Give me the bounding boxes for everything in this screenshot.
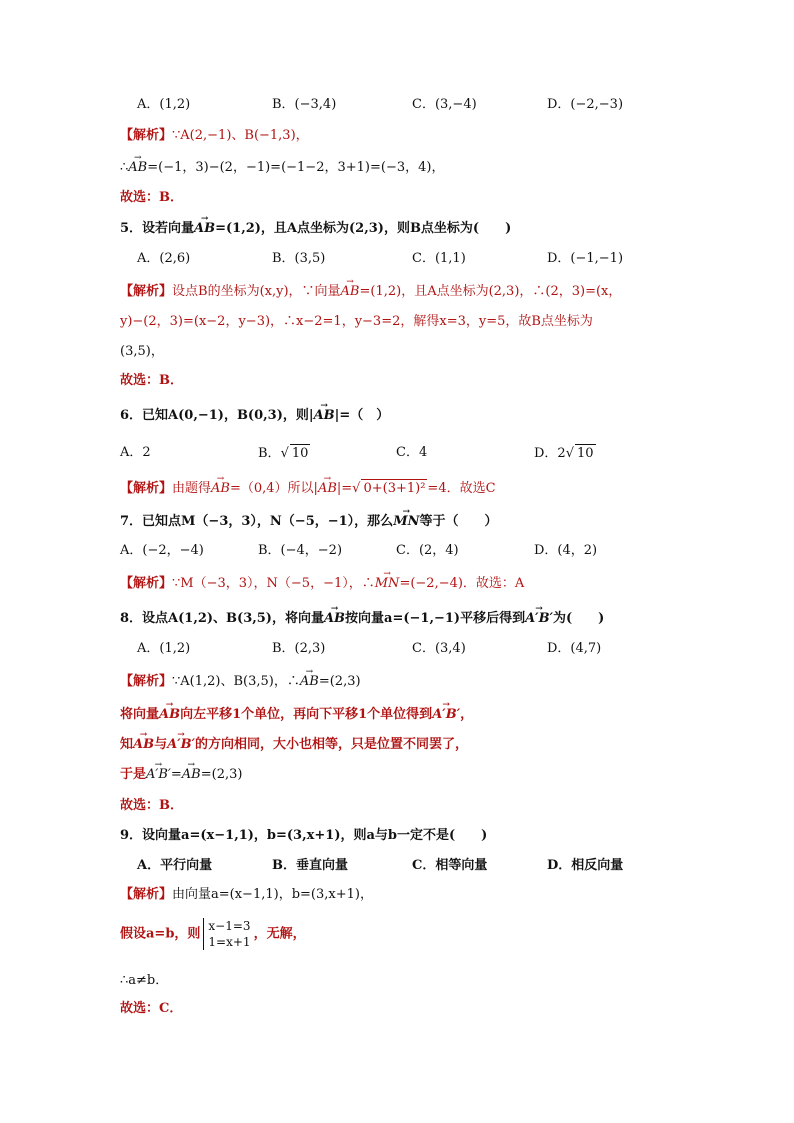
q7-solution: 【解析】∵M（−3，3），N（−5，−1），∴→ MN=(−2,−4)．故选：A [120, 575, 524, 593]
q8-option-b: B．(2,3) [272, 641, 326, 656]
q4-answer: 故选：B． [120, 190, 183, 205]
vector-ab: → AB [159, 706, 180, 724]
q8-solution-line-2: 将向量→ AB向左平移1个单位，再向下平移1个单位得到→ A′B′， [120, 706, 473, 724]
q9-solution-line-2: 假设a=b，则 x−1=3 1=x+1 ，无解， [120, 919, 306, 949]
solution-tag: 【解析】 [120, 481, 173, 496]
q8-solution-line-4: 于是→ A′B′=→ AB=(2,3) [120, 766, 242, 784]
vector-ab: → AB [182, 766, 201, 784]
q9-option-a: A．平行向量 [137, 858, 213, 873]
vector-ab: → AB [194, 220, 215, 238]
vector-ab: → AB [133, 736, 154, 754]
q8-option-d: D．(4,7) [547, 641, 602, 656]
q9-option-b: B．垂直向量 [272, 858, 348, 873]
q6-option-c: C．4 [396, 445, 428, 460]
vector-a-prime-b-prime: → A′B′ [167, 736, 195, 754]
q5-question: 5．设若向量→ AB=(1,2)，且A点坐标为(2,3)，则B点坐标为( ) [120, 220, 511, 238]
q7-option-b: B．(−4，−2) [258, 543, 343, 558]
q9-answer: 故选：C． [120, 1001, 183, 1016]
q6-option-d: D．2√ 10 [534, 446, 594, 461]
solution-tag: 【解析】 [120, 576, 173, 591]
sqrt-radicand: 10 [291, 446, 309, 461]
q5-option-a: A．(2,6) [137, 251, 191, 266]
q7-question: 7．已知点M（−3，3），N（−5，−1），那么→ MN等于（ ） [120, 513, 497, 531]
q4-solution-line-1: 【解析】∵A(2,−1)、B(−1,3)， [120, 128, 309, 143]
q5-solution-line-3: (3,5)， [120, 344, 164, 359]
vector-a-prime-b-prime: → A′B′ [525, 610, 553, 628]
vector-a-prime-b-prime: → A′B′ [432, 706, 460, 724]
q8-answer: 故选：B． [120, 798, 183, 813]
q8-option-a: A．(1,2) [137, 641, 191, 656]
equation-system: x−1=3 1=x+1 [203, 918, 250, 950]
vector-ab: → AB [314, 407, 335, 425]
q5-option-d: D．(−1,−1) [547, 251, 624, 266]
vector-ab: → AB [211, 480, 230, 498]
q8-option-c: C．(3,4) [412, 641, 466, 656]
vector-ab: → AB [324, 610, 345, 628]
q4-option-b: B．(−3,4) [272, 97, 337, 112]
q8-solution-line-1: 【解析】∵A(1,2)、B(3,5)，∴→ AB=(2,3) [120, 673, 361, 691]
q6-solution: 【解析】由题得→ AB=（0,4）所以|→ AB|=√ 0+(3+1)² =4．故选C [120, 479, 496, 498]
q4-option-a: A．(1,2) [137, 97, 191, 112]
q4-option-c: C．(3,−4) [412, 97, 477, 112]
vector-ab: → AB [300, 673, 319, 691]
q9-question: 9．设向量a=(x−1,1)，b=(3,x+1)，则a与b一定不是( ) [120, 828, 488, 843]
q5-solution-line-1: 【解析】设点B的坐标为(x,y)，∵向量→ AB=(1,2)，且A点坐标为(2,3)，∴(2，3)=(x， [120, 283, 621, 301]
solution-tag: 【解析】 [120, 128, 173, 143]
q8-question: 8．设点A(1,2)、B(3,5)，将向量→ AB按向量a=(−1,−1)平移后得到→ A′B′为( ) [120, 610, 604, 628]
q4-option-d: D．(−2,−3) [547, 97, 624, 112]
vector-mn: → MN [393, 513, 419, 531]
vector-mn: → MN [375, 575, 400, 593]
solution-tag: 【解析】 [120, 674, 173, 689]
vector-ab: → AB [128, 159, 147, 177]
q5-option-b: B．(3,5) [272, 251, 326, 266]
q8-solution-line-3: 知→ AB与→ A′B′的方向相同，大小也相等，只是位置不同罢了， [120, 736, 468, 754]
q5-option-c: C．(1,1) [412, 251, 466, 266]
q7-option-a: A．(−2，−4) [120, 543, 204, 558]
q7-option-c: C．(2，4) [396, 543, 459, 558]
q7-option-d: D．(4，2) [534, 543, 598, 558]
vector-ab: → AB [318, 480, 337, 498]
q9-option-d: D．相反向量 [547, 858, 624, 873]
sqrt-radicand: 10 [577, 446, 594, 461]
q9-option-c: C．相等向量 [412, 858, 488, 873]
q4-solution-line-2: ∴→ AB=(−1，3)−(2，−1)=(−1−2，3+1)=(−3，4)， [120, 159, 444, 177]
q6-question: 6．已知A(0,−1)，B(0,3)，则|→ AB|=（ ） [120, 407, 389, 425]
sqrt-radicand: 0+(3+1)² [363, 481, 426, 496]
vector-ab: → AB [341, 283, 360, 301]
q9-solution-line-1: 【解析】由向量a=(x−1,1)，b=(3,x+1)， [120, 887, 373, 902]
q9-solution-line-3: ∴a≠b． [120, 973, 169, 988]
q6-option-a: A．2 [120, 445, 151, 460]
vector-a-prime-b-prime: → A′B′ [146, 766, 171, 784]
q5-answer: 故选：B． [120, 373, 183, 388]
q5-solution-line-2: y)−(2，3)=(x−2，y−3)，∴x−2=1，y−3=2，解得x=3，y=5，故B点坐标为 [120, 314, 593, 329]
solution-tag: 【解析】 [120, 284, 173, 299]
q6-option-b: B．√ 10 [258, 446, 309, 461]
solution-tag: 【解析】 [120, 887, 173, 902]
